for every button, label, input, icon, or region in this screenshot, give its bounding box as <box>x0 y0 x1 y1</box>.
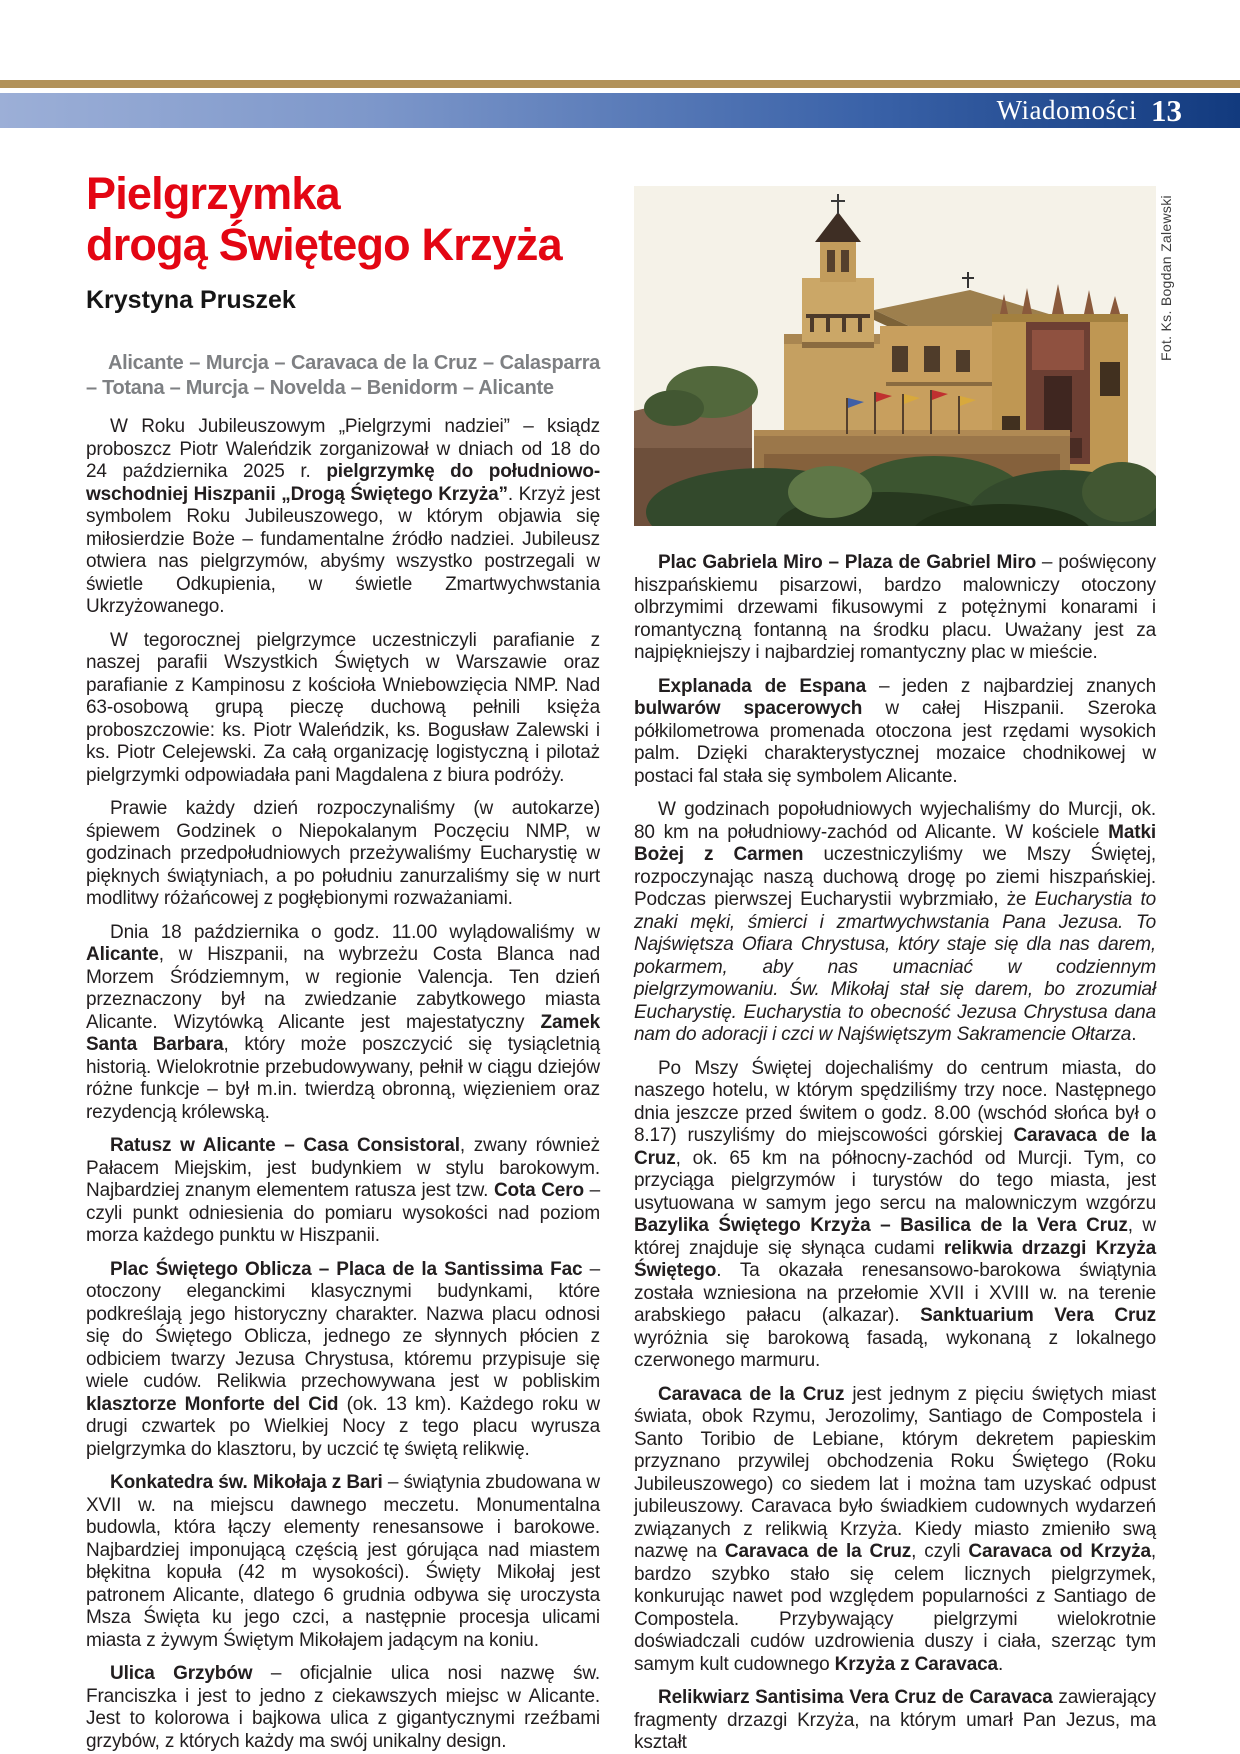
article-paragraph: Ratusz w Alicante – Casa Consistoral, zwany również Pałacem Miejskim, jest budynkiem w stylu barokowym. Najbardziej znanym elementem ratusza jest tzw. Cota Cero – czyli punkt odniesienia do pomiaru wysokości nad poziom morza każdego punktu w Hiszpanii. <box>86 1135 600 1246</box>
route-summary: Alicante – Murcja – Caravaca de la Cruz – Calasparra – Totana – Murcja – Novelda – Benidorm – Alicante <box>86 352 600 399</box>
article-paragraph: Explanada de Espana – jeden z najbardziej znanych bulwarów spacerowych w całej Hiszpanii. Szeroka półkilometrowa promenada otoczona jest rzędami wysokich palm. Dzięki charakterystycznej mozaice chodnikowej w postaci fal stała się symbolem Alicante. <box>634 675 1156 787</box>
article-paragraph: Po Mszy Świętej dojechaliśmy do centrum miasta, do naszego hotelu, w którym spędziliśmy trzy noce. Następnego dnia jeszcze przed świtem o godz. 8.00 (wschód słońca był o 8.17) ruszyliśmy do miejscowości górskiej Caravaca de la Cruz, ok. 65 km na północny-zachód od Murcji. Tym, co przyciąga pielgrzymów i turystów do tego miasta, jest usytuowana w samym jego sercu na malowniczym wzgórzu Bazylika Świętego Krzyża – Basilica de la Vera Cruz, w której znajduje się słynąca cudami relikwia drzazgi Krzyża Świętego. Ta okazała renesansowo-barokowa świątynia została wzniesiona na przełomie XVII i XVIII w. na terenie arabskiego pałacu (alkazar). Sanktuarium Vera Cruz wyróżnia się barokową fasadą, wykonaną z lokalnego czerwonego marmuru. <box>634 1057 1156 1371</box>
article-paragraph: W godzinach popołudniowych wyjechaliśmy do Murcji, ok. 80 km na południowy-zachód od Alicante. W kościele Matki Bożej z Carmen uczestniczyliśmy we Mszy Świętej, rozpoczynając naszą duchową drogę po ziemi hiszpańskiej. Podczas pierwszej Eucharystii wybrzmiało, że Eucharystia to znaki męki, śmierci i zmartwychwstania Pana Jezusa. To Najświętsza Ofiara Chrystusa, który staje się dla nas darem, pokarmem, aby nas umacniać w codziennym pielgrzymowaniu. Św. Mikołaj stał się darem, bo zrozumiał Eucharystię. Eucharystia to obecność Jezusa Chrystusa dana nam do adoracji i czci w Najświętszym Sakramencie Ołtarza. <box>634 799 1157 1045</box>
left-column-paragraphs <box>86 416 600 1753</box>
article-title <box>86 168 600 270</box>
article-paragraph: Relikwiarz Santisima Vera Cruz de Caravaca zawierający fragmenty drzazgi Krzyża, na którym umarł Pan Jezus, ma kształt <box>634 1687 1156 1753</box>
byline: Krystyna Pruszek <box>86 286 296 314</box>
article-paragraph: W tegorocznej pielgrzymce uczestniczyli parafianie z naszej parafii Wszystkich Świętych w Warszawie oraz parafianie z Kampinosu z kościoła Wniebowzięcia NMP. Nad 63-osobową grupą pieczę duchową pełnili księża proboszczowie: ks. Piotr Waleńdzik, ks. Bogusław Zalewski i ks. Piotr Celejewski. Za całą organizację logistyczną i pilotaż pielgrzymki odpowiadała pani Magdalena z biura podróży. <box>86 629 600 786</box>
photo-credit: Fot. Ks. Bogdan Zalewski <box>1158 195 1174 361</box>
article-paragraph: Caravaca de la Cruz jest jednym z pięciu świętych miast świata, obok Rzymu, Jerozolimy, Santiago de Compostela i Santo Toribio de Lebiane, którym dekretem papieskim przyznano przywilej obchodzenia Roku Świętego (Roku Jubileuszowego) co siedem lat i można tam uzyskać odpust jubileuszowy. Caravaca było świadkiem cudownych wydarzeń związanych z relikwią Krzyża. Kiedy miasto zmieniło swą nazwę na Caravaca de la Cruz, czyli Caravaca od Krzyża, bardzo szybko stało się celem licznych pielgrzymek, konkurując nawet pod względem popularności z Santiago de Compostela. Przybywający pielgrzymi wielokrotnie doświadczali cudów uzdrowienia duszy i ciała, szerząc tym samym kult cudownego Krzyża z Caravaca. <box>634 1383 1157 1675</box>
page-header-bar <box>0 93 1240 128</box>
section-label: Wiadomości <box>996 95 1137 125</box>
article-photo <box>634 186 1174 526</box>
article-title-line-2: drogą Świętego Krzyża <box>86 219 562 270</box>
page-number: 13 <box>1151 92 1182 128</box>
right-column-paragraphs <box>634 552 1156 1754</box>
right-column <box>634 186 1174 1754</box>
article-paragraph: Plac Świętego Oblicza – Placa de la Santissima Fac – otoczony eleganckimi klasycznymi budynkami, które podkreślają jego historyczny charakter. Nazwa placu odnosi się do Świętego Oblicza, jednego ze słynnych płócien z odbiciem twarzy Jezusa Chrystusa, któremu przypisuje się wiele cudów. Relikwia przechowywana jest w pobliskim klasztorze Monforte del Cid (ok. 13 km). Każdego roku w drugi czwartek po Wielkiej Nocy z tego placu wyrusza pielgrzymka do klasztoru, by uczcić tę świętą relikwię. <box>86 1258 601 1460</box>
article-title-line-1: Pielgrzymka <box>86 168 340 219</box>
article-paragraph: Konkatedra św. Mikołaja z Bari – świątynia zbudowana w XVII w. na miejscu dawnego meczetu. Monumentalna budowla, która łączy elementy renesansowe i barokowe. Najbardziej imponującą częścią jest górująca nad miastem błękitna kopuła (42 m wysokości). Święty Mikołaj jest patronem Alicante, dlatego 6 grudnia odbywa się uroczysta Msza Święta ku jego czci, a następnie procesja ulicami miasta z żywym Świętym Mikołajem jadącym na koniu. <box>86 1472 601 1651</box>
left-column <box>86 168 600 1754</box>
article-paragraph: Plac Gabriela Miro – Plaza de Gabriel Miro – poświęcony hiszpańskiemu pisarzowi, bardzo malowniczy otoczony olbrzymimi drzewami fikusowymi z potężnymi konarami i romantyczną fontanną na środku placu. Uważany jest za najpiękniejszy i najbardziej romantyczny plac w mieście. <box>634 552 1156 663</box>
article-paragraph: Dnia 18 października o godz. 11.00 wylądowaliśmy w Alicante, w Hiszpanii, na wybrzeżu Costa Blanca nad Morzem Śródziemnym, w regionie Valencja. Ten dzień przeznaczony był na zwiedzanie zabytkowego miasta Alicante. Wizytówką Alicante jest majestatyczny Zamek Santa Barbara, który może poszczycić się tysiącletnią historią. Wielokrotnie przebudowywany, pełnił w ciągu dziejów różne funkcje – był m.in. twierdzą obronną, więzieniem oraz rezydencją królewską. <box>86 921 600 1123</box>
header-gold-rule <box>0 80 1240 88</box>
castle-photo-illustration <box>634 186 1156 526</box>
article-paragraph: Ulica Grzybów – oficjalnie ulica nosi nazwę św. Franciszka i jest to jedno z ciekawszych miejsc w Alicante. Jest to kolorowa i bajkowa ulica z gigantycznymi rzeźbami grzybów, z których każdy ma swój unikalny design. <box>86 1663 600 1752</box>
article-paragraph: W Roku Jubileuszowym „Pielgrzymi nadziei” – ksiądz proboszcz Piotr Waleńdzik zorganizował w dniach od 18 do 24 października 2025 r. pielgrzymkę do południowo-wschodniej Hiszpanii „Drogą Świętego Krzyża”. Krzyż jest symbolem Roku Jubileuszowego, w którym objawia się miłosierdzie Boże – fundamentalne źródło nadziei. Jubileusz otwiera nas pielgrzymów, abyśmy wszystko postrzegali w świetle Odkupienia, w świetle Zmartwychwstania Ukrzyżowanego. <box>86 416 600 617</box>
article-paragraph: Prawie każdy dzień rozpoczynaliśmy (w autokarze) śpiewem Godzinek o Niepokalanym Poczęciu NMP, w godzinach przedpołudniowych przeżywaliśmy Eucharystię w pięknych świątyniach, a po południu zanurzaliśmy się w nurt modlitwy różańcowej z pogłębionymi rozważaniami. <box>86 798 600 909</box>
